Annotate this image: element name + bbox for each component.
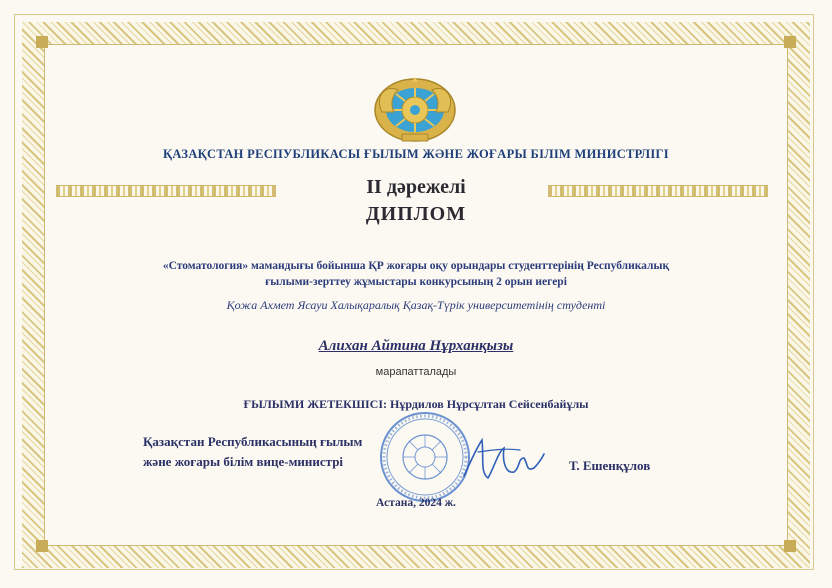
degree-label: ІІ дәрежелі <box>366 176 466 198</box>
signatory-title <box>143 432 362 472</box>
signature-icon <box>458 428 548 488</box>
corner-ornament-bottom-left <box>36 540 48 552</box>
corner-ornament-top-right <box>784 36 796 48</box>
signatory-title-line-2: және жоғары білім вице-министрі <box>143 454 344 469</box>
awarded-text: марапатталады <box>375 366 457 378</box>
recipient-name: Алихан Айтина Нұрханқызы <box>318 338 514 354</box>
document-title: ДИПЛОМ <box>365 203 467 225</box>
signatory-title-line-1: Қазақстан Республикасының ғылым <box>143 434 363 449</box>
description-line-2: ғылыми-зерттеу жұмыстары конкурсының 2 орын иегері <box>265 276 567 288</box>
supervisor-line: ҒЫЛЫМИ ЖЕТЕКШІСІ: Нұрдилов Нұрсұлтан Сейсенбайұлы <box>243 397 589 411</box>
signer-name: Т. Ешенқұлов <box>569 458 651 473</box>
corner-ornament-bottom-right <box>784 540 796 552</box>
place-date: Астана, 2024 ж. <box>376 497 456 509</box>
state-emblem-icon <box>372 76 458 144</box>
university-line: Қожа Ахмет Ясауи Халықаралық Қазақ-Түрік университетінің студенті <box>226 298 606 312</box>
ministry-title: ҚАЗАҚСТАН РЕСПУБЛИКАСЫ ҒЫЛЫМ ЖӘНЕ ЖОҒАРЫ БІЛІМ МИНИСТРЛІГІ <box>163 147 669 161</box>
corner-ornament-top-left <box>36 36 48 48</box>
description-line-1: «Стоматология» мамандығы бойынша ҚР жоғары оқу орындары студенттерінің Республикалық <box>162 260 670 272</box>
